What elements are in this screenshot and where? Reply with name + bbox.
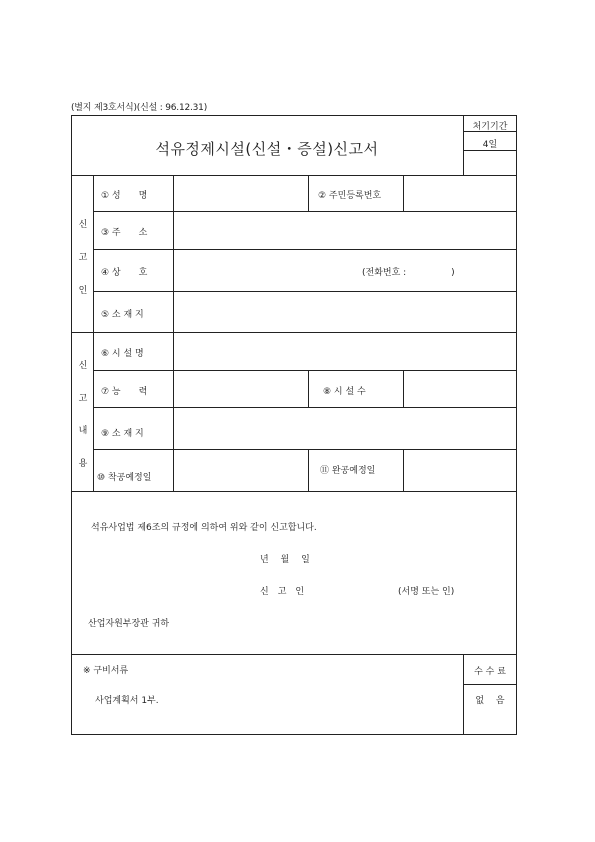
date-line: 년 월 일 — [260, 555, 310, 565]
fee-label: 수 수 료 — [474, 667, 506, 677]
signature-label: (서명 또는 인) — [398, 587, 455, 597]
reporter-label: 신 고 인 — [260, 587, 305, 597]
completion-date-label: ⑪ 완공예정일 — [320, 466, 376, 476]
facility-count-label: ⑧ 시 설 수 — [323, 387, 366, 397]
name-label: ① 성 명 — [101, 191, 148, 201]
addressee: 산업자원부장관 귀하 — [88, 619, 170, 629]
form-frame — [71, 115, 517, 735]
company-name-label: ④ 상 호 — [101, 268, 148, 278]
facility-location-label: ⑨ 소 재 지 — [101, 429, 144, 439]
declaration-statement: 석유사업법 제6조의 규정에 의하여 위와 같이 신고합니다. — [91, 523, 317, 533]
attachments-label: ※ 구비서류 — [83, 666, 129, 676]
address-label: ③ 주 소 — [101, 228, 148, 238]
resident-number-label: ② 주민등록번호 — [318, 191, 382, 201]
capacity-label: ⑦ 능 력 — [101, 387, 148, 397]
fee-value: 없 음 — [475, 696, 505, 706]
phone-number-label: (전화번호 : ) — [362, 268, 455, 278]
form-title: 석유정제시설(신설・증설)신고서 — [155, 140, 379, 158]
attachment-item: 사업계획서 1부. — [95, 696, 159, 706]
location-label: ⑤ 소 재 지 — [101, 310, 144, 320]
processing-period-label: 처기기간 — [472, 122, 508, 132]
start-date-label: ⑩ 착공예정일 — [97, 473, 152, 483]
processing-period-value: 4일 — [482, 140, 498, 150]
facility-name-label: ⑥ 시 설 명 — [101, 349, 144, 359]
form-note: (별지 제3호서식)(신설 : 96.12.31) — [71, 103, 208, 113]
